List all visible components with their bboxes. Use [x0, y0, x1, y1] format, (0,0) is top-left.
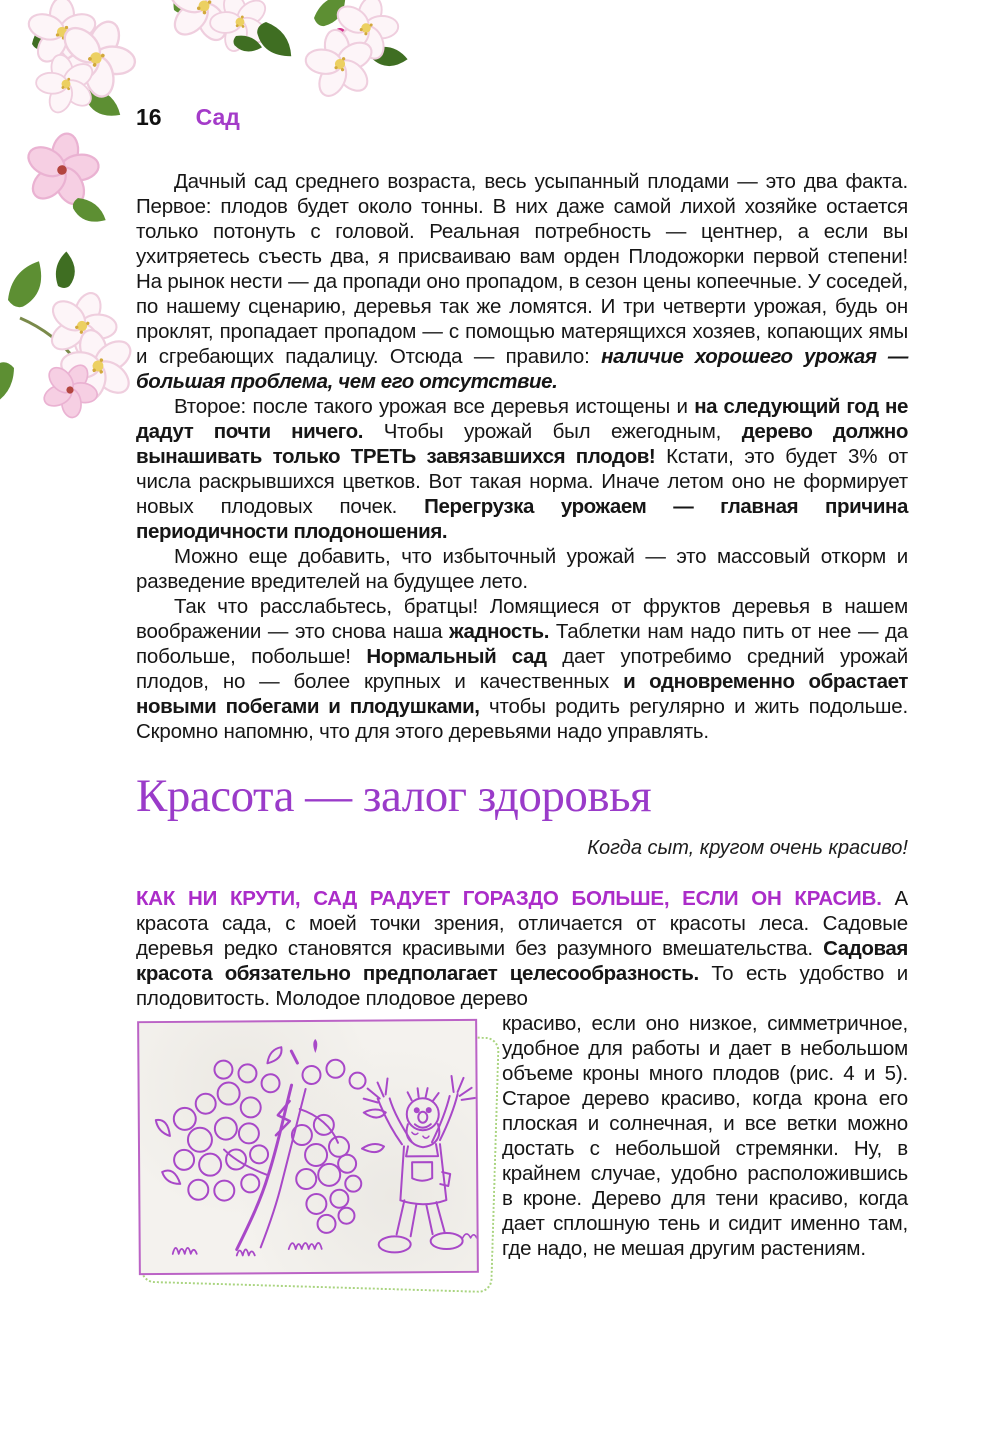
- section-wrapped-paragraph: красиво, если оно низкое, симметричное, удобное для работы и дает в небольшом объеме кроны много плодов (рис. 4 и 5). Старое дерево красиво, когда крона его плоская и солнечная, и все ветки можно достать с небольшой стремянки. Ну, в крайнем случае, удобно расположившись в кроне. Дерево для тени красиво, когда дает сплошную тень и сидит именно там, где надо, не мешая другим растениям.: [502, 1012, 908, 1260]
- epigraph: Когда сыт, кругом очень красиво!: [587, 837, 908, 859]
- page-number: 16: [136, 104, 162, 130]
- page-content: [136, 104, 908, 1286]
- apple-blossom-left-decoration: [0, 128, 132, 433]
- apple-tree-and-gardener-drawing-icon: [139, 1021, 477, 1273]
- section-intro-paragraph: КАК НИ КРУТИ, САД РАДУЕТ ГОРАЗДО БОЛЬШЕ, ЕСЛИ ОН КРАСИВ. А красота сада, с моей точки зрения, отличается от красоты леса. Садовые деревья редко становятся красивыми без разумного вмешательства. Садовая красота обязательно предполагает целесообразность. То есть удобство и плодовитость. Молодое плодовое дерево: [136, 887, 908, 1010]
- paragraph-3: Можно еще добавить, что избыточный урожай — это массовый откорм и разведение вредителей на будущее лето.: [136, 545, 908, 593]
- paragraph-1: Дачный сад среднего возраста, весь усыпанный плодами — это два факта. Первое: плодов будет около тонны. В них даже самой лихой хозяйке остается только потонуть с головой. Реальная потребность — центнер, а если вы ухитряетесь съесть два, я присваиваю вам орден Плодожорки первой степени! На рынок нести — да пропади оно пропадом, в сезон цены копеечные. У соседей, по нашему сценарию, деревья так же ломятся. И три четверти урожая, будь он проклят, пропадает пропадом — с помощью матерящихся хозяев, копающих ямы и сгребающих падалицу. Отсюда — правило: наличие хорошего урожая — большая проблема, чем его отсутствие.: [136, 170, 908, 393]
- chapter-heading: Красота — залог здоровья: [136, 770, 652, 822]
- running-head: [136, 104, 908, 131]
- illustration-paper: [137, 1019, 479, 1275]
- apple-blossom-branch-icon: [0, 128, 132, 433]
- illustration-figure: [136, 1016, 486, 1282]
- gardener-figure: [364, 1076, 477, 1253]
- paragraph-4: Так что расслабьтесь, братцы! Ломящиеся от фруктов деревья в нашем воображении — это снова наша жадность. Таблетки нам надо пить от нее — да побольше, побольше! Нормальный сад дает употребимо средний урожай плодов, но — более крупных и качественных и одновременно обрастает новыми побегами и плодушками, чтобы родить регулярно и жить подольше. Скромно напомню, что для этого деревьями надо управлять.: [136, 595, 908, 743]
- section-beauty: [136, 886, 908, 1286]
- paragraph-2: Второе: после такого урожая все деревья истощены и на следующий год не дадут почти ничего. Чтобы урожай был ежегодным, дерево должно вынашивать только ТРЕТЬ завязавшихся плодов! Кстати, это будет 3% от числа раскрывшихся цветков. Вот такая норма. Иначе летом оно не формирует новых плодовых почек. Перегрузка урожаем — главная причина периодичности плодоношения.: [136, 395, 908, 543]
- section-label: Сад: [195, 104, 240, 130]
